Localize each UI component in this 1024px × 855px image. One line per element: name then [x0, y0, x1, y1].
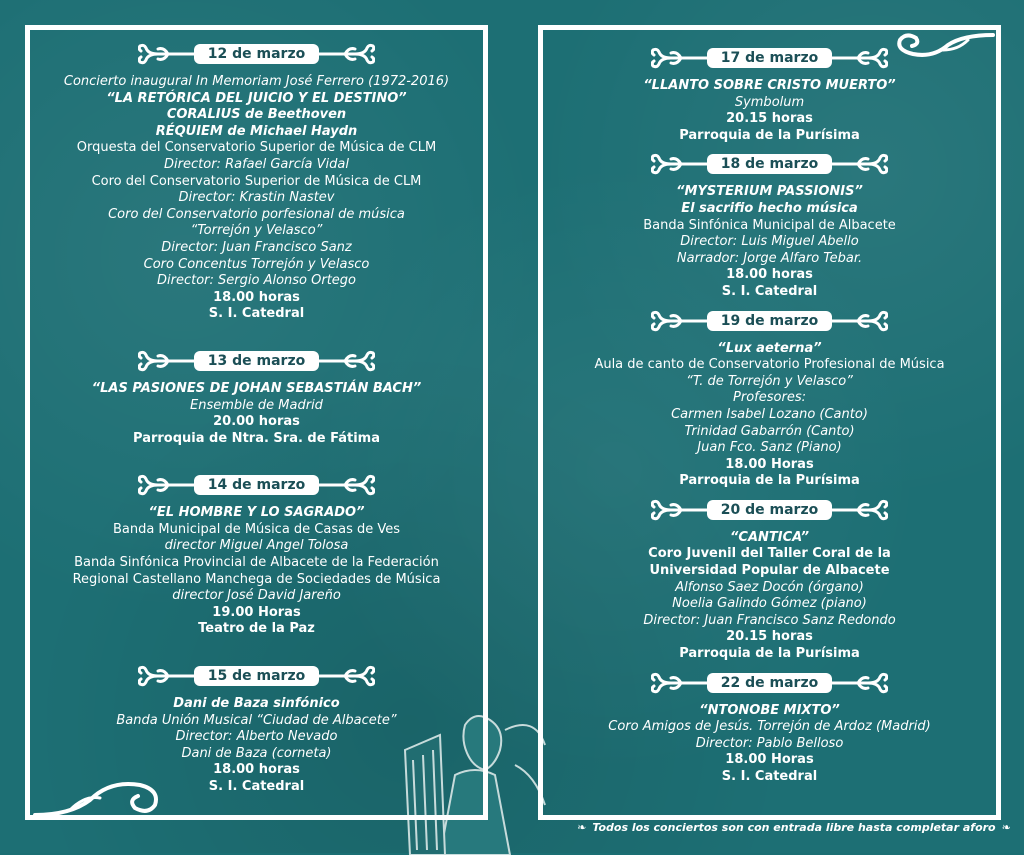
- event-line: Coro del Conservatorio Superior de Música de CLM: [91, 173, 422, 189]
- scroll-ornament-icon: [651, 499, 711, 521]
- event-block: [543, 496, 996, 669]
- event-line: 18.00 Horas: [725, 456, 814, 472]
- date-header: [543, 669, 996, 697]
- event-line: Parroquia de la Purísima: [679, 127, 860, 143]
- event-line: Carmen Isabel Lozano (Canto): [671, 406, 868, 422]
- event-line: “T. de Torrejón y Velasco”: [686, 373, 853, 389]
- footer-note: [576, 818, 1012, 836]
- event-line: director José David Jareño: [172, 588, 341, 604]
- date-header: [30, 40, 483, 68]
- scroll-ornament-icon: [315, 43, 375, 65]
- date-header: [543, 307, 996, 335]
- date-header: [30, 662, 483, 690]
- event-line: 20.15 horas: [726, 629, 813, 645]
- event-line: “EL HOMBRE Y LO SAGRADO”: [148, 505, 365, 521]
- scroll-ornament-icon: [651, 47, 711, 69]
- event-line: Director: Alberto Nevado: [175, 729, 338, 745]
- event-line: “CANTICA”: [730, 529, 809, 545]
- event-line: “Torrejón y Velasco”: [190, 223, 323, 239]
- scroll-ornament-icon: [315, 474, 375, 496]
- event-line: Dani de Baza (corneta): [181, 745, 332, 761]
- right-program-column: [543, 44, 996, 786]
- event-line: Director: Juan Francisco Sanz Redondo: [643, 612, 896, 628]
- event-line: Orquesta del Conservatorio Superior de Música de CLM: [76, 140, 437, 156]
- event-line: S. I. Catedral: [208, 306, 305, 322]
- event-line: 18.00 horas: [726, 267, 813, 283]
- scroll-ornament-icon: [651, 153, 711, 175]
- event-line: S. I. Catedral: [721, 769, 818, 784]
- event-line: “LA RETÓRICA DEL JUICIO Y EL DESTINO”: [106, 90, 407, 106]
- event-line: Dani de Baza sinfónico: [173, 696, 340, 712]
- scroll-ornament-icon: [138, 665, 198, 687]
- date-header: [30, 471, 483, 499]
- event-line: RÉQUIEM de Michael Haydn: [155, 123, 358, 139]
- event-line: director Miguel Angel Tolosa: [164, 538, 349, 554]
- event-line: Profesores:: [733, 390, 806, 406]
- event-block: [30, 471, 483, 662]
- event-block: [30, 40, 483, 347]
- date-header: [543, 150, 996, 178]
- event-line: Parroquia de la Purísima: [679, 473, 860, 489]
- scroll-ornament-icon: [828, 499, 888, 521]
- scroll-ornament-icon: [828, 153, 888, 175]
- fleuron-left-icon: ❧: [577, 820, 587, 834]
- event-line: S. I. Catedral: [208, 779, 305, 794]
- scroll-ornament-icon: [828, 310, 888, 332]
- date-badge: 15 de marzo: [194, 666, 319, 686]
- scroll-ornament-icon: [651, 310, 711, 332]
- date-badge: 20 de marzo: [707, 500, 832, 520]
- scroll-ornament-icon: [828, 47, 888, 69]
- scroll-ornament-icon: [315, 665, 375, 687]
- footer-text: Todos los conciertos son con entrada libre hasta completar aforo: [592, 820, 996, 834]
- date-header: [543, 44, 996, 72]
- event-line: 19.00 Horas: [212, 604, 301, 620]
- scroll-ornament-icon: [138, 350, 198, 372]
- event-line: Coro Juvenil del Taller Coral de la: [648, 546, 891, 562]
- event-line: Director: Luis Miguel Abello: [680, 234, 859, 250]
- event-line: 18.00 horas: [213, 289, 300, 305]
- event-line: Parroquia de la Purísima: [679, 646, 860, 662]
- event-line: Banda Municipal de Música de Casas de Ves: [112, 521, 401, 537]
- event-line: Universidad Popular de Albacete: [649, 563, 890, 579]
- event-line: Coro Concentus Torrejón y Velasco: [143, 256, 370, 272]
- scroll-ornament-icon: [828, 672, 888, 694]
- scroll-ornament-icon: [651, 672, 711, 694]
- event-line: Director: Juan Francisco Sanz: [161, 239, 352, 255]
- scroll-ornament-icon: [315, 350, 375, 372]
- date-badge: 14 de marzo: [194, 475, 319, 495]
- event-line: Noelia Galindo Gómez (piano): [672, 596, 867, 612]
- event-line: “NTONOBE MIXTO”: [699, 702, 840, 718]
- event-line: Director: Sergio Alonso Ortego: [157, 273, 356, 289]
- event-line: Director: Rafael García Vidal: [164, 156, 349, 172]
- event-block: [543, 44, 996, 150]
- event-line: Banda Sinfónica Municipal de Albacete: [643, 217, 896, 233]
- event-line: S. I. Catedral: [721, 283, 818, 299]
- date-badge: 17 de marzo: [707, 48, 832, 68]
- event-line: 20.00 horas: [213, 414, 300, 430]
- scroll-ornament-icon: [138, 43, 198, 65]
- event-line: Concierto inaugural In Memoriam José Ferrero (1972-2016): [63, 74, 450, 89]
- event-line: Coro del Conservatorio porfesional de música: [108, 206, 405, 222]
- event-line: Coro Amigos de Jesús. Torrejón de Ardoz (Madrid): [608, 719, 931, 735]
- event-line: Symbolum: [734, 94, 805, 110]
- event-line: Parroquia de Ntra. Sra. de Fátima: [133, 430, 380, 446]
- date-badge: 19 de marzo: [707, 311, 832, 331]
- event-line: Aula de canto de Conservatorio Profesional de Música: [594, 357, 945, 373]
- event-line: 18.00 horas: [213, 762, 300, 778]
- event-line: “Lux aeterna”: [717, 340, 822, 356]
- event-line: Banda Sinfónica Provincial de Albacete de la Federación: [74, 555, 439, 571]
- event-line: Narrador: Jorge Alfaro Tebar.: [676, 250, 863, 266]
- event-block: [543, 307, 996, 496]
- date-badge: 12 de marzo: [194, 44, 319, 64]
- event-line: CORALIUS de Beethoven: [166, 107, 347, 123]
- event-block: [543, 150, 996, 306]
- date-header: [30, 347, 483, 375]
- left-program-column: [30, 40, 483, 796]
- scroll-ornament-icon: [138, 474, 198, 496]
- event-line: “LAS PASIONES DE JOHAN SEBASTIÁN BACH”: [91, 380, 422, 396]
- event-block: [30, 347, 483, 471]
- event-block: [543, 669, 996, 786]
- event-line: Juan Fco. Sanz (Piano): [697, 440, 842, 456]
- event-line: “LLANTO SOBRE CRISTO MUERTO”: [643, 78, 896, 93]
- event-line: Alfonso Saez Docón (órgano): [675, 579, 864, 595]
- event-line: 20.15 horas: [726, 111, 813, 127]
- event-line: Teatro de la Paz: [198, 621, 315, 637]
- date-badge: 13 de marzo: [194, 351, 319, 371]
- event-line: Banda Unión Musical “Ciudad de Albacete”: [116, 712, 397, 728]
- event-line: Ensemble de Madrid: [190, 397, 323, 413]
- event-line: Director: Pablo Belloso: [695, 735, 844, 751]
- date-badge: 18 de marzo: [707, 154, 832, 174]
- event-line: “MYSTERIUM PASSIONIS”: [676, 184, 863, 200]
- date-badge: 22 de marzo: [707, 673, 832, 693]
- event-line: Trinidad Gabarrón (Canto): [684, 423, 855, 439]
- fleuron-right-icon: ❧: [1001, 820, 1011, 834]
- event-block: [30, 662, 483, 796]
- date-header: [543, 496, 996, 524]
- event-line: 18.00 Horas: [725, 752, 814, 768]
- event-line: Director: Krastin Nastev: [178, 190, 335, 206]
- event-line: Regional Castellano Manchega de Sociedades de Música: [72, 571, 441, 587]
- event-line: El sacrifio hecho música: [681, 200, 858, 216]
